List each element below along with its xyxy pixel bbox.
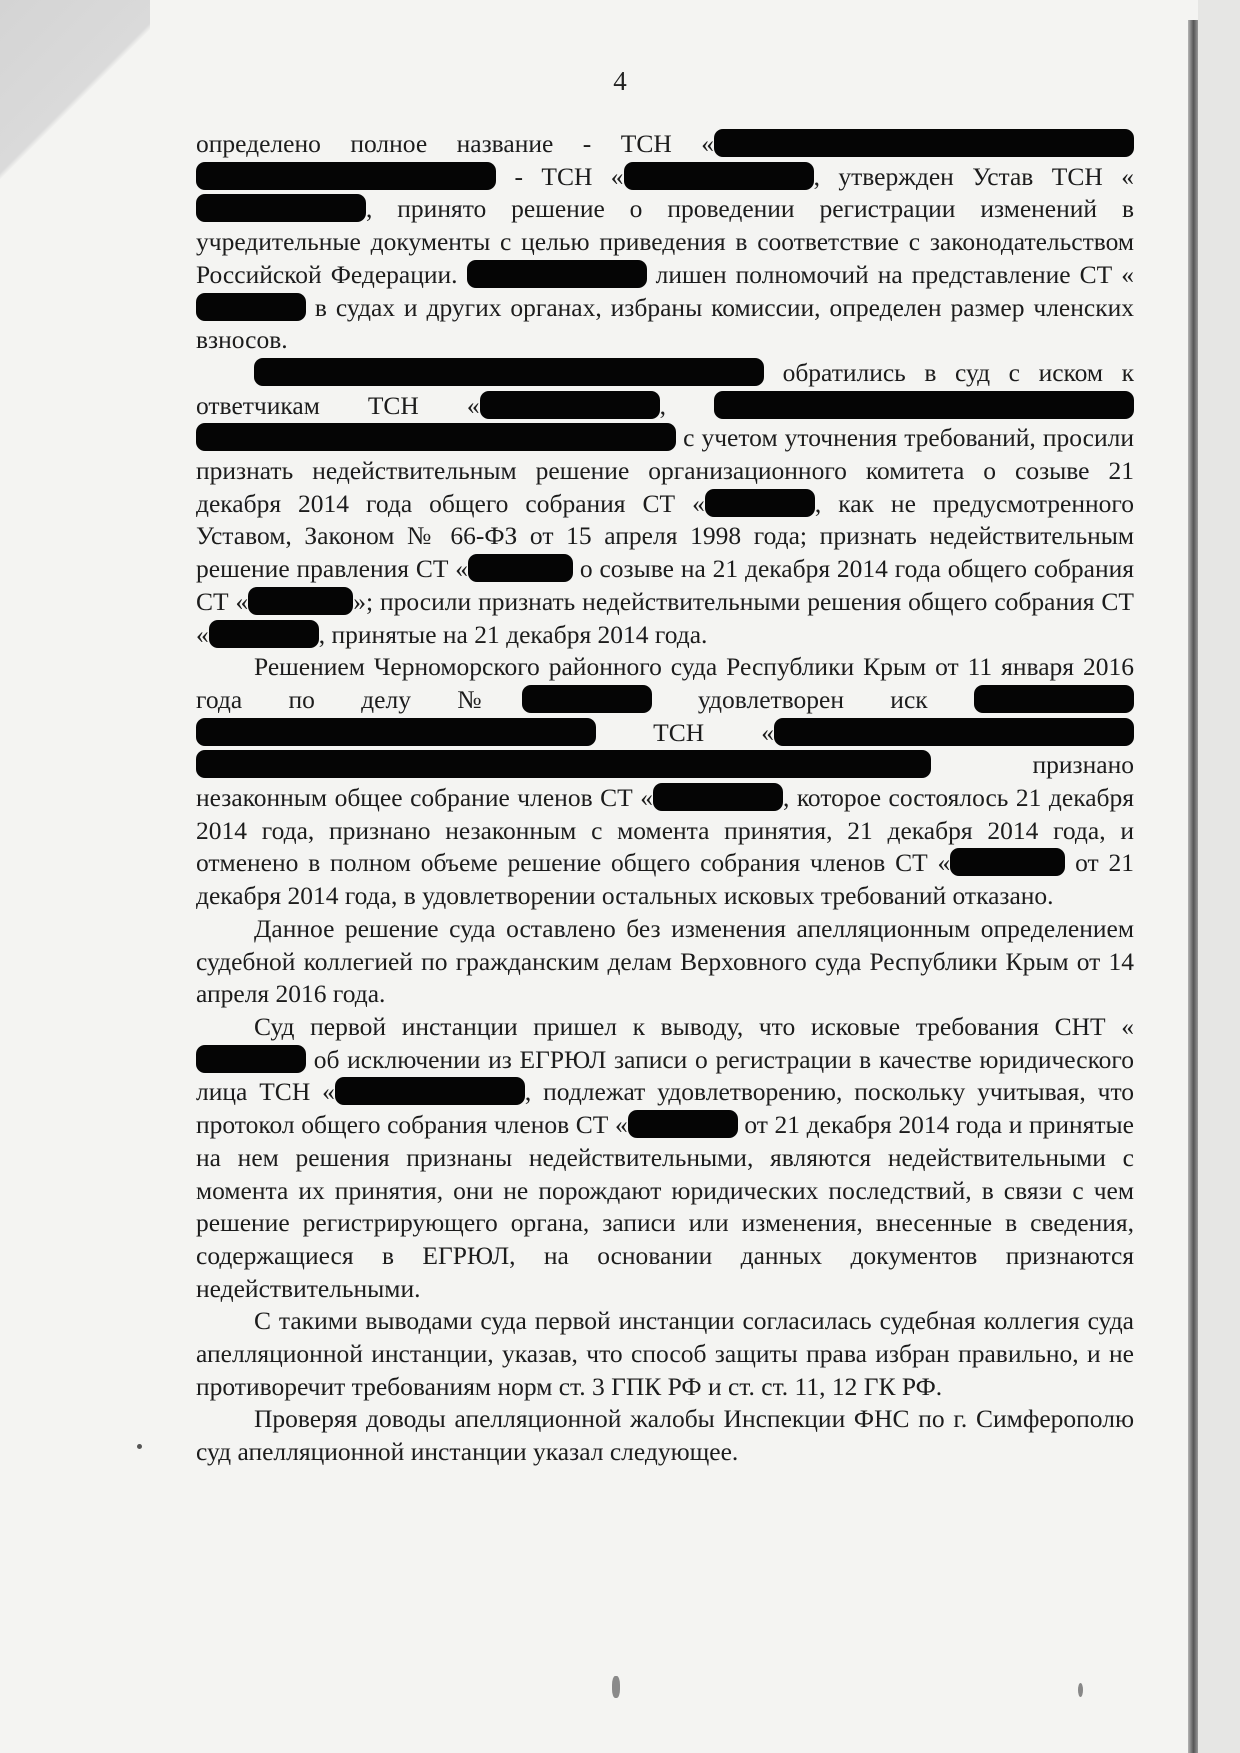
text-run: , как не предусмотренного Уставом, Законом № 66-ФЗ от 15 апреля 1998 года; признать недействительным решение правления СТ « — [196, 488, 1134, 584]
redaction-block — [480, 391, 660, 419]
scan-speck — [137, 1444, 142, 1449]
text-run: »; просили признать недействительными решения общего собрания СТ « — [196, 586, 1134, 649]
page-number: 4 — [613, 66, 627, 96]
redaction-block — [196, 750, 931, 778]
redaction-block — [196, 718, 596, 746]
text-run: определено полное название - ТСН « — [196, 129, 714, 158]
redaction-block — [714, 129, 1134, 157]
redaction-block — [196, 162, 496, 190]
text-run: ТСН « — [596, 717, 774, 747]
redaction-block — [335, 1077, 525, 1105]
redaction-block — [774, 718, 1134, 746]
redaction-block — [974, 685, 1134, 713]
text-run: от 21 декабря 2014 года и принятые на нем решения признаны недействительными, являются недействительными с момента их принятия, они не порождают юридических последствий, в связи с чем решение регистрирующего органа, записи или изменения, внесенные в сведения, содержащиеся в ЕГРЮЛ, на основании данных документов признаются недействительными. — [196, 1110, 1134, 1303]
text-run: Данное решение суда оставлено без изменения апелляционным определением судебной коллегией по гражданским делам Верховного суда Республики Крым от 14 апреля 2016 года. — [196, 913, 1134, 1009]
text-run: в судах и других органах, избраны комиссии, определен размер членских взносов. — [196, 292, 1134, 355]
text-run: , принятые на 21 декабря 2014 года. — [318, 619, 708, 649]
redaction-block — [196, 423, 676, 451]
redaction-block — [196, 194, 366, 222]
paragraph — [196, 651, 1134, 913]
text-run: , которое состоялось 21 декабря 2014 года, признано незаконным с момента принятия, 21 декабря 2014 года, и отменено в полном объеме решение общего собрания членов СТ « — [196, 783, 1134, 878]
redaction-block — [714, 391, 1134, 419]
redaction-block — [628, 1110, 738, 1138]
redaction-block — [705, 489, 815, 517]
scan-speck — [1078, 1683, 1083, 1697]
redaction-block — [196, 1045, 306, 1073]
scan-speck — [612, 1676, 620, 1698]
text-run: об исключении из ЕГРЮЛ записи о регистрации в качестве юридического лица ТСН « — [196, 1044, 1134, 1107]
paragraph — [196, 913, 1134, 1011]
text-run: с учетом уточнения требований, просили признать недействительным решение организационного комитета о созыве 21 декабря 2014 года общего собрания СТ « — [196, 423, 1134, 518]
paragraph — [196, 357, 1134, 651]
text-run: от 21 декабря 2014 года, в удовлетворении остальных исковых требований отказано. — [196, 848, 1135, 911]
text-run: Решением Черноморского районного суда Республики Крым от 11 января 2016 года по делу № — [196, 652, 1134, 714]
page-corner-fold — [0, 0, 150, 210]
redaction-block — [653, 783, 783, 811]
redaction-block — [196, 293, 306, 321]
redaction-block — [522, 685, 652, 713]
redaction-block — [950, 848, 1065, 876]
text-run: Суд первой инстанции пришел к выводу, что исковые требования СНТ « — [254, 1011, 1134, 1041]
text-run: , подлежат удовлетворению, поскольку учитывая, что протокол общего собрания членов СТ « — [196, 1077, 1134, 1140]
redaction-block — [468, 554, 573, 582]
paragraph — [196, 1403, 1134, 1468]
text-run: обратились в суд с иском к ответчикам ТСН « — [196, 357, 1134, 420]
text-run: признано незаконным общее собрание членов СТ « — [196, 750, 1134, 813]
text-run: , принято решение о проведении регистрации изменений в учредительные документы с целью приведения в соответствие с законодательством Российской Федерации. — [196, 194, 1134, 289]
redaction-block — [209, 620, 319, 648]
redaction-block — [248, 587, 353, 615]
text-run: , — [659, 390, 715, 420]
text-run: Проверяя доводы апелляционной жалобы Инспекции ФНС по г. Симферополю суд апелляционной инстанции указал следующее. — [196, 1404, 1134, 1467]
text-run: , утвержден Устав ТСН « — [813, 161, 1134, 191]
document-body — [196, 128, 1134, 1469]
text-run: - ТСН « — [496, 161, 624, 191]
redaction-block — [624, 162, 814, 190]
paragraph — [196, 1011, 1134, 1305]
redaction-block — [254, 358, 764, 386]
scan-margin-right — [1198, 0, 1240, 1753]
text-run: о созыве на 21 декабря 2014 года общего собрания СТ « — [196, 554, 1135, 616]
scan-binding-edge — [1188, 20, 1198, 1753]
text-run: С такими выводами суда первой инстанции согласилась судебная коллегия суда апелляционной инстанции, указав, что способ защиты права избран правильно, и не противоречит требованиям норм ст. 3 ГПК РФ и ст. ст. 11, 12 ГК РФ. — [196, 1306, 1134, 1401]
text-run: удовлетворен иск — [651, 684, 974, 714]
redaction-block — [467, 260, 647, 288]
text-run: лишен полномочий на представление СТ « — [646, 259, 1134, 289]
paragraph — [196, 128, 1134, 357]
paragraph — [196, 1305, 1134, 1403]
